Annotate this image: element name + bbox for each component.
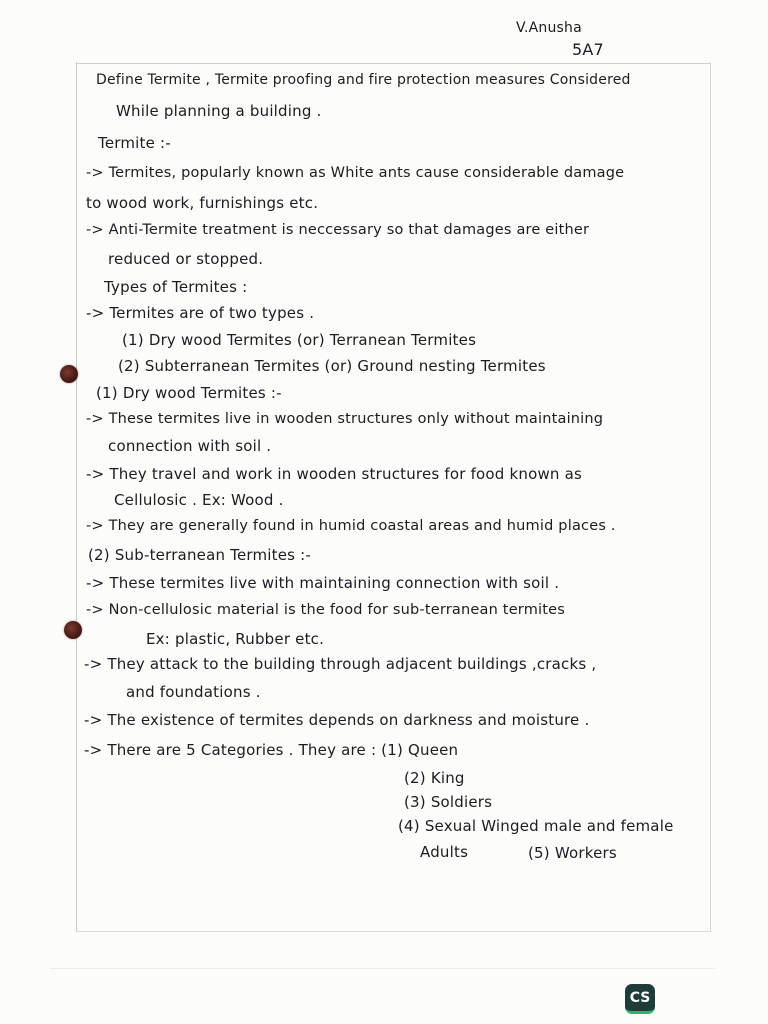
heading-types-of-termites: Types of Termites : bbox=[104, 278, 248, 296]
heading-dry-wood-termites: (1) Dry wood Termites :- bbox=[96, 384, 282, 402]
text-line: -> The existence of termites depends on darkness and moisture . bbox=[84, 711, 590, 729]
question-line-1: Define Termite , Termite proofing and fire protection measures Considered bbox=[96, 72, 631, 88]
page-top-rule bbox=[76, 63, 710, 64]
text-line: -> Anti-Termite treatment is neccessary so that damages are either bbox=[86, 222, 590, 238]
category-item: (3) Soldiers bbox=[404, 793, 493, 811]
category-item: (4) Sexual Winged male and female bbox=[398, 817, 674, 835]
category-item: (5) Workers bbox=[528, 844, 617, 862]
text-line: -> They attack to the building through adjacent buildings ,cracks , bbox=[84, 655, 597, 673]
list-item: (1) Dry wood Termites (or) Terranean Termites bbox=[122, 331, 477, 349]
text-line: -> These termites live in wooden structures only without maintaining bbox=[86, 411, 604, 427]
text-line: -> They travel and work in wooden structures for food known as bbox=[86, 465, 583, 483]
heading-termite: Termite :- bbox=[98, 134, 171, 152]
text-line: and foundations . bbox=[126, 683, 261, 701]
page-left-margin-rule bbox=[76, 62, 77, 932]
text-line: -> There are 5 Categories . They are : (1) Queen bbox=[84, 741, 459, 759]
text-line: -> Non-cellulosic material is the food for sub-terranean termites bbox=[86, 602, 566, 618]
student-name: V.Anusha bbox=[516, 20, 582, 36]
text-line: -> Termites are of two types . bbox=[86, 304, 315, 322]
example-line: Ex: plastic, Rubber etc. bbox=[146, 630, 325, 648]
text-line: -> These termites live with maintaining connection with soil . bbox=[86, 574, 560, 592]
question-line-2: While planning a building . bbox=[116, 102, 322, 120]
punch-hole-top bbox=[60, 365, 78, 383]
heading-subterranean-termites: (2) Sub-terranean Termites :- bbox=[88, 546, 312, 564]
text-line: Cellulosic . Ex: Wood . bbox=[114, 491, 284, 509]
text-line: connection with soil . bbox=[108, 437, 272, 455]
page-edge-line bbox=[50, 968, 715, 969]
page-bottom-rule bbox=[76, 931, 710, 932]
text-line: -> They are generally found in humid coastal areas and humid places . bbox=[86, 518, 616, 534]
list-item: (2) Subterranean Termites (or) Ground nesting Termites bbox=[118, 357, 546, 375]
category-item: (2) King bbox=[404, 769, 465, 787]
text-line: -> Termites, popularly known as White ants cause considerable damage bbox=[86, 165, 625, 181]
text-line: reduced or stopped. bbox=[108, 250, 264, 268]
text-line: to wood work, furnishings etc. bbox=[86, 194, 319, 212]
category-item: Adults bbox=[420, 843, 469, 861]
page-right-margin-rule bbox=[710, 62, 711, 932]
roll-number: 5A7 bbox=[572, 40, 604, 59]
punch-hole-bottom bbox=[64, 621, 82, 639]
camscanner-badge-icon: CS bbox=[625, 984, 655, 1014]
